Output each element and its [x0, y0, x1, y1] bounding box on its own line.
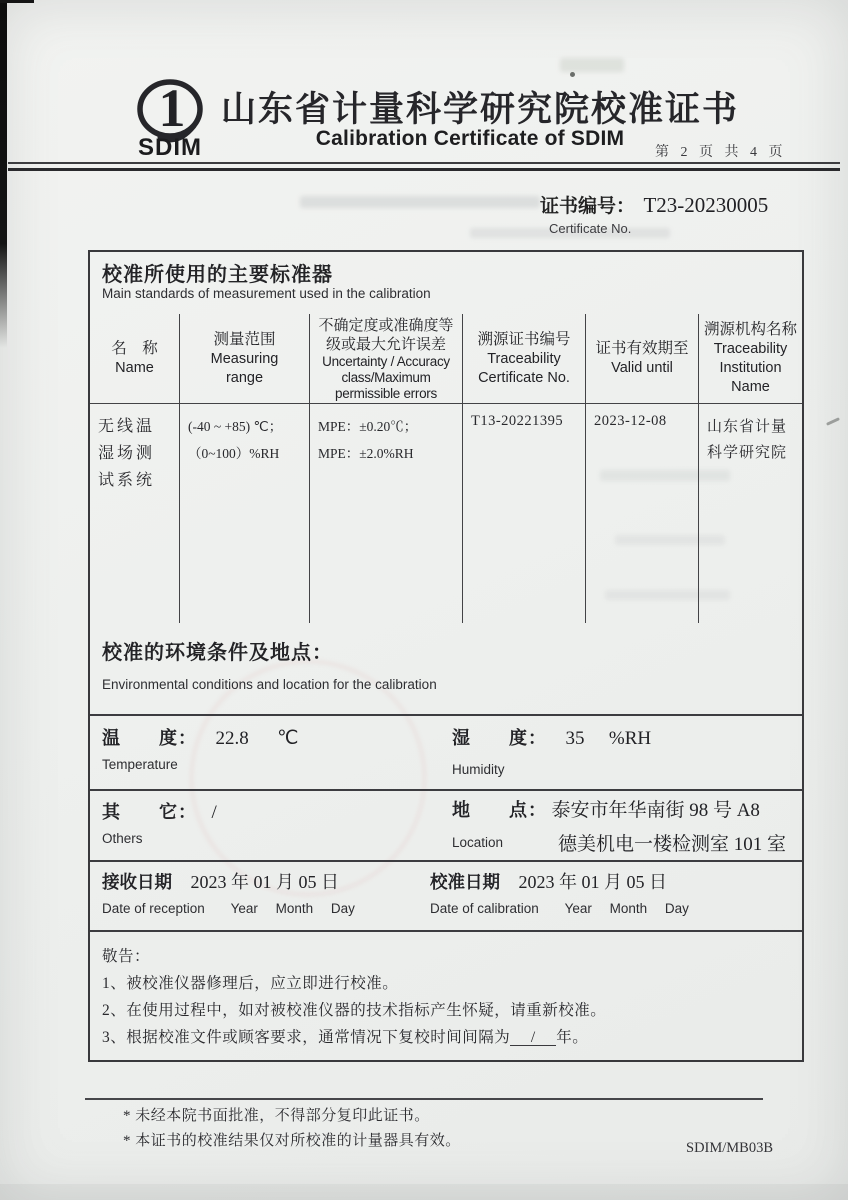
document-title-en: Calibration Certificate of SDIM [315, 127, 625, 150]
humidity-field: 湿 度： 35 %RH [452, 728, 652, 749]
column-header-institution: 溯源机构名称 Traceability Institution Name [699, 314, 802, 404]
notice-item-3: 3、根据校准文件或顾客要求，通常情况下复校时间间隔为 / 年。 [102, 1029, 589, 1046]
certificate-number-label-en: Certificate No. [549, 221, 632, 236]
table-cell-valid-until: 2023-12-08 [586, 404, 699, 623]
scan-artifact [560, 58, 624, 72]
humidity-label-en: Humidity [452, 762, 505, 777]
column-header-uncertainty: 不确定度或准确度等 级或最大允许误差 Uncertainty / Accuracy class/Maximum permissible errors [310, 314, 463, 404]
calibration-date-label-en: Date of calibration Year Month Day [430, 901, 689, 916]
column-header-valid-until: 证书有效期至 Valid until [586, 314, 699, 404]
environment-section-title-en: Environmental conditions and location for the calibration [102, 677, 437, 692]
column-header-range: 测量范围 Measuring range [180, 314, 310, 404]
header-rule-thin [8, 162, 840, 164]
footnote-1: * 未经本院书面批准，不得部分复印此证书。 [123, 1108, 430, 1124]
certificate-body-box [88, 250, 804, 1062]
scan-speck [570, 72, 575, 77]
header-rule-thick [8, 168, 840, 171]
reception-date-label-en: Date of reception Year Month Day [102, 901, 355, 916]
scan-speck [826, 417, 840, 426]
reception-date-field: 接收日期 2023 年 01 月 05 日 [102, 872, 339, 892]
location-field: 地 点： 泰安市年华南街 98 号 A8 [452, 800, 760, 821]
scan-artifact [300, 196, 540, 208]
logo-numeral: 1 [158, 78, 186, 138]
others-label-en: Others [102, 831, 143, 846]
calibration-date-field: 校准日期 2023 年 01 月 05 日 [430, 872, 667, 892]
temperature-field: 温 度： 22.8 ℃ [102, 728, 299, 749]
reinspection-interval-blank: / [510, 1031, 556, 1046]
section-divider [90, 860, 802, 862]
location-line2: 德美机电一楼检测室 101 室 [558, 834, 787, 855]
logo-text: SDIM [138, 134, 202, 161]
footnote-rule [85, 1098, 763, 1100]
document-title-cn: 山东省计量科学研究院校准证书 [220, 90, 739, 129]
form-code: SDIM/MB03B [686, 1140, 774, 1156]
environment-section-title-cn: 校准的环境条件及地点： [102, 642, 333, 664]
notice-item-2: 2、在使用过程中，如对被校准仪器的技术指标产生怀疑，请重新校准。 [102, 1002, 607, 1019]
table-cell-name: 无线温湿场测试系统 [90, 404, 180, 623]
notice-title: 敬告： [102, 948, 151, 965]
standards-table [90, 314, 802, 623]
column-header-traceability-no: 溯源证书编号 Traceability Certificate No. [463, 314, 586, 404]
table-cell-mpe: MPE：±0.20℃； MPE：±2.0%RH [310, 404, 463, 623]
footnote-2: * 本证书的校准结果仅对所校准的计量器具有效。 [123, 1133, 461, 1149]
standards-section-title-en: Main standards of measurement used in the calibration [102, 286, 431, 301]
section-divider [90, 714, 802, 716]
certificate-number-value: T23-20230005 [643, 193, 769, 217]
certificate-number [540, 191, 768, 218]
standards-section-title-cn: 校准所使用的主要标准器 [102, 264, 333, 286]
notice-item-1: 1、被校准仪器修理后，应立即进行校准。 [102, 975, 399, 992]
column-header-name: 名 称 Name [90, 314, 180, 404]
certificate-number-label-cn: 证书编号： [540, 196, 636, 217]
section-divider [90, 789, 802, 791]
location-label-en: Location [452, 835, 504, 850]
table-cell-range: (-40 ~ +85) ℃； （0~100）%RH [180, 404, 310, 623]
scan-edge-artifact [0, 0, 7, 348]
scan-edge-artifact [0, 1184, 848, 1200]
temperature-label-en: Temperature [102, 757, 178, 772]
table-cell-institution: 山东省计量科学研究院 [707, 419, 788, 461]
others-field: 其 它： / [102, 802, 217, 823]
scan-edge-artifact [0, 0, 34, 3]
table-cell-traceability-no: T13-20221395 [463, 404, 586, 623]
page-indicator: 第 2 页 共 4 页 [655, 145, 787, 160]
section-divider [90, 930, 802, 932]
